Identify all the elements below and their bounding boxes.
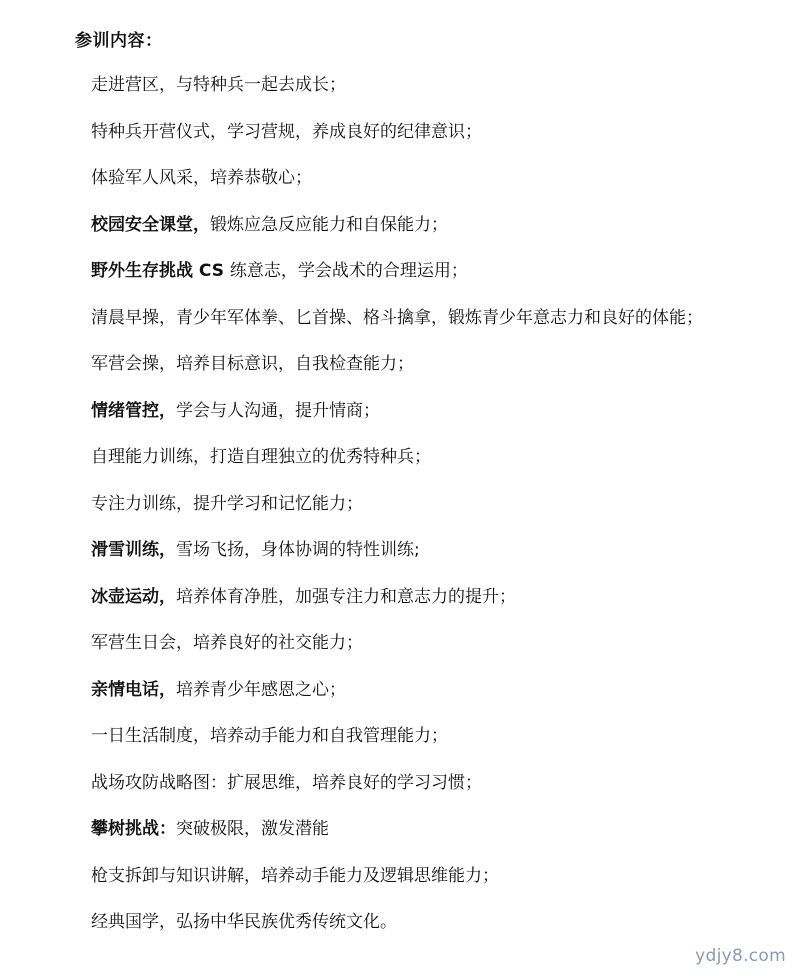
item-text: 经典国学，弘扬中华民族优秀传统文化。: [91, 912, 397, 932]
item-bold-label: 滑雪训练，: [91, 540, 176, 560]
list-item: [91, 121, 791, 168]
list-item: [91, 400, 791, 447]
list-item: [91, 539, 791, 586]
item-text: 战场攻防战略图：扩展思维，培养良好的学习习惯；: [91, 772, 482, 793]
list-item: [91, 167, 791, 214]
item-text: 锻炼应急反应能力和自保能力；: [210, 214, 448, 235]
list-item: [91, 214, 791, 261]
item-text: 专注力训练，提升学习和记忆能力；: [91, 493, 363, 514]
list-item: [91, 865, 791, 912]
item-text: 突破极限，激发潜能: [176, 819, 329, 839]
list-item: [91, 632, 791, 679]
list-item: [91, 818, 791, 865]
item-bold-label: 野外生存挑战 CS: [91, 261, 230, 281]
list-item: [91, 446, 791, 493]
training-content-list: [91, 74, 791, 958]
item-text: 特种兵开营仪式，学习营规，养成良好的纪律意识；: [91, 121, 482, 142]
item-text: 培养体育净胜，加强专注力和意志力的提升；: [176, 586, 516, 607]
list-item: [91, 679, 791, 726]
item-text: 走进营区，与特种兵一起去成长；: [91, 75, 346, 95]
list-item: [91, 260, 791, 307]
item-text: 自理能力训练，打造自理独立的优秀特种兵；: [91, 447, 431, 467]
site-watermark: ydjy8.com: [695, 946, 786, 966]
section-heading: 参训内容：: [75, 31, 163, 51]
item-bold-label: 校园安全课堂，: [91, 214, 210, 235]
list-item: [91, 586, 791, 633]
list-item: [91, 493, 791, 540]
item-bold-label: 攀树挑战：: [91, 819, 176, 839]
list-item: [91, 307, 791, 354]
item-bold-label: 冰壶运动，: [91, 586, 176, 607]
item-text: 学会与人沟通，提升情商；: [176, 400, 380, 421]
list-item: [91, 772, 791, 819]
item-text: 清晨早操，青少年军体拳、匕首操、格斗擒拿，锻炼青少年意志力和良好的体能；: [91, 307, 703, 328]
item-text: 军营会操，培养目标意识，自我检查能力；: [91, 354, 414, 374]
item-text: 枪支拆卸与知识讲解，培养动手能力及逻辑思维能力；: [91, 865, 499, 886]
item-text: 培养青少年感恩之心；: [176, 679, 346, 700]
item-bold-label: 亲情电话，: [91, 679, 176, 700]
item-text: 雪场飞扬，身体协调的特性训练;: [176, 540, 420, 560]
list-item: [91, 353, 791, 400]
item-text: 练意志，学会战术的合理运用；: [229, 261, 468, 281]
item-text: 军营生日会，培养良好的社交能力；: [91, 633, 363, 653]
item-bold-label: 情绪管控，: [91, 400, 176, 421]
list-item: [91, 74, 791, 121]
item-text: 一日生活制度，培养动手能力和自我管理能力；: [91, 726, 448, 746]
list-item: [91, 911, 791, 958]
item-text: 体验军人风采，培养恭敬心；: [91, 168, 312, 188]
list-item: [91, 725, 791, 772]
